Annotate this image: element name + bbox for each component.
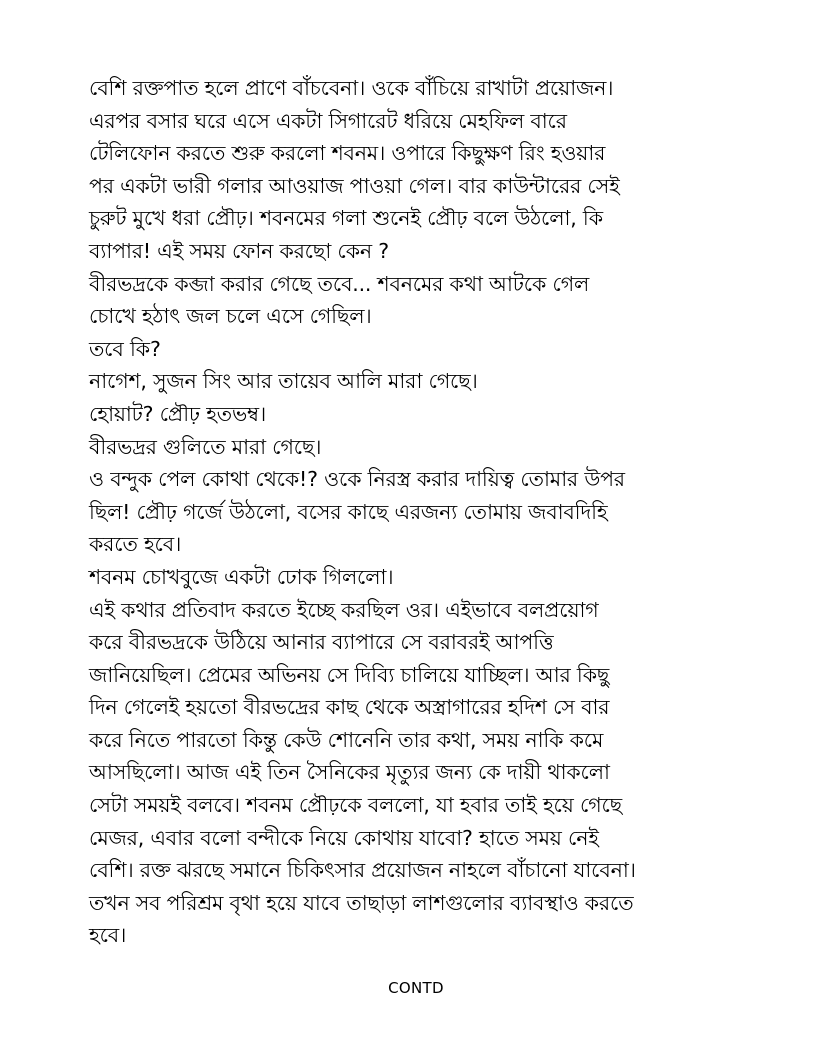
text-line: বীরভদ্রর গুলিতে মারা গেছে। bbox=[89, 434, 322, 459]
text-line: এই কথার প্রতিবাদ করতে ইচ্ছে করছিল ওর। এইভাবে বলপ্রয়োগ bbox=[89, 597, 599, 622]
text-line: পর একটা ভারী গলার আওয়াজ পাওয়া গেল। বার কাউন্টারের সেই bbox=[89, 173, 620, 198]
text-line: সেটা সময়ই বলবে। শবনম প্রৌঢ়কে বললো, যা হবার তাই হয়ে গেছে bbox=[89, 793, 622, 818]
text-line: আসছিলো। আজ এই তিন সৈনিকের মৃত্যুর জন্য কে দায়ী থাকলো bbox=[89, 760, 610, 785]
page-footer: CONTD bbox=[388, 979, 444, 997]
text-line: চুরুট মুখে ধরা প্রৌঢ়। শবনমের গলা শুনেই প্রৌঢ় বলে উঠলো, কি bbox=[89, 206, 603, 231]
text-line: ব্যাপার! এই সময় ফোন করছো কেন ? bbox=[89, 238, 389, 263]
text-line: চোখে হঠাৎ জল চলে এসে গেছিল। bbox=[89, 304, 372, 329]
text-line: শবনম চোখবুজে একটা ঢোক গিললো। bbox=[89, 564, 394, 589]
text-line: করতে হবে। bbox=[89, 532, 182, 557]
text-line: মেজর, এবার বলো বন্দীকে নিয়ে কোথায় যাবো? হাতে সময় নেই bbox=[89, 825, 599, 850]
text-line: এরপর বসার ঘরে এসে একটা সিগারেট ধরিয়ে মেহফিল বারে bbox=[89, 108, 567, 133]
text-line: করে নিতে পারতো কিন্তু কেউ শোনেনি তার কথা, সময় নাকি কমে bbox=[89, 727, 604, 752]
page-body bbox=[89, 72, 729, 952]
text-line: ছিল! প্রৌঢ় গর্জে উঠলো, বসের কাছে এরজন্য তোমায় জবাবদিহি bbox=[89, 499, 608, 524]
text-line: ও বন্দুক পেল কোথা থেকে!? ওকে নিরস্ত্র করার দায়িত্ব তোমার উপর bbox=[89, 467, 625, 492]
text-line: বেশি। রক্ত ঝরছে সমানে চিকিৎসার প্রয়োজন নাহলে বাঁচানো যাবেনা। bbox=[89, 858, 636, 883]
text-line: বেশি রক্তপাত হলে প্রাণে বাঁচবেনা। ওকে বাঁচিয়ে রাখাটা প্রয়োজন। bbox=[89, 76, 614, 100]
text-line: নাগেশ, সুজন সিং আর তায়েব আলি মারা গেছে। bbox=[89, 369, 478, 394]
text-line: বীরভদ্রকে কব্জা করার গেছে তবে... শবনমের কথা আটকে গেল bbox=[89, 271, 590, 296]
text-line: তবে কি? bbox=[89, 336, 161, 361]
text-line: জানিয়েছিল। প্রেমের অভিনয় সে দিব্যি চালিয়ে যাচ্ছিল। আর কিছু bbox=[89, 662, 610, 687]
text-line: দিন গেলেই হয়তো বীরভদ্রের কাছ থেকে অস্ত্রাগারের হদিশ সে বার bbox=[89, 695, 610, 720]
text-line: হবে। bbox=[89, 923, 127, 948]
text-line: টেলিফোন করতে শুরু করলো শবনম। ওপারে কিছুক্ষণ রিং হওয়ার bbox=[89, 141, 606, 166]
text-line: করে বীরভদ্রকে উঠিয়ে আনার ব্যাপারে সে বরাবরই আপত্তি bbox=[89, 630, 554, 655]
text-line: তখন সব পরিশ্রম বৃথা হয়ে যাবে তাছাড়া লাশগুলোর ব্যাবস্থাও করতে bbox=[89, 890, 634, 915]
text-line: হোয়াট? প্রৌঢ় হতভম্ব। bbox=[89, 401, 267, 426]
